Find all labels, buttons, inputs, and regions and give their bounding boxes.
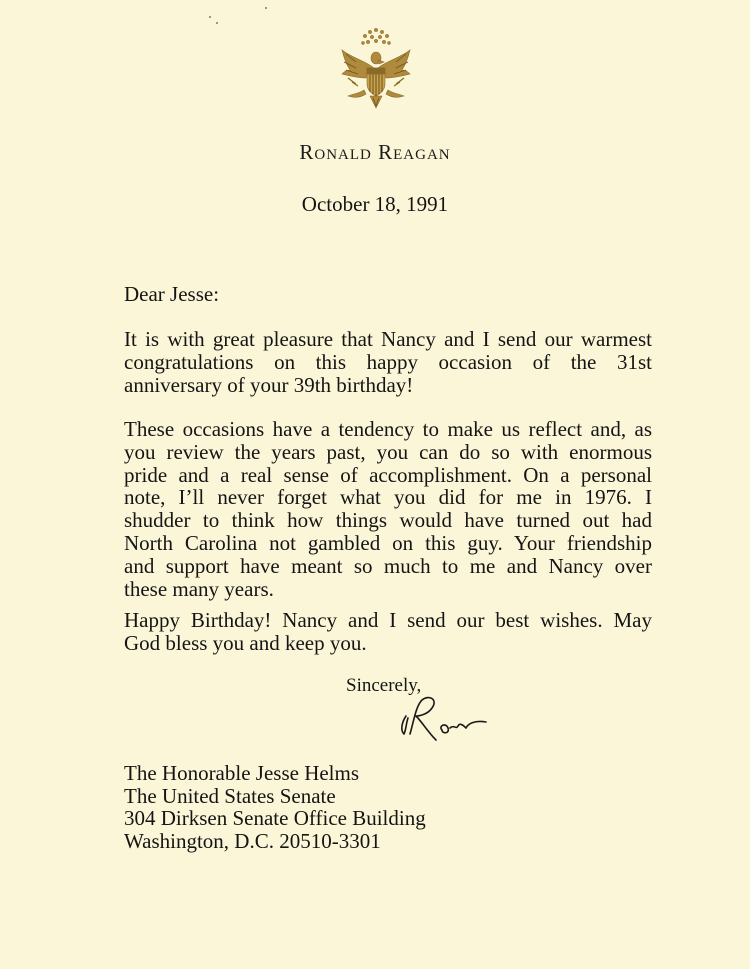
address-line: The Honorable Jesse Helms xyxy=(124,761,360,785)
paper-speck xyxy=(216,22,218,24)
paragraph-line: note, I’ll never forget what you did for me in 1976. I xyxy=(124,485,652,510)
paragraph-line: These occasions have a tendency to make us reflect and, as xyxy=(124,417,652,441)
paragraph-line: and support have meant so much to me and Nancy over xyxy=(124,553,652,578)
paragraph xyxy=(124,609,652,655)
letterhead-name: Ronald Reagan xyxy=(299,140,451,164)
paper-speck xyxy=(265,7,267,9)
paragraph-line: anniversary of your 39th birthday! xyxy=(124,372,414,397)
recipient-address xyxy=(124,762,426,852)
address-line: 304 Dirksen Senate Office Building xyxy=(124,806,426,831)
paragraph xyxy=(124,328,652,396)
closing: Sincerely, xyxy=(346,675,422,696)
paragraph-line: God bless you and keep you. xyxy=(124,630,367,655)
paper-speck xyxy=(209,16,211,18)
salutation: Dear Jesse: xyxy=(124,282,220,306)
paragraph-line: Happy Birthday! Nancy and I send our best wishes. May xyxy=(124,608,652,632)
address-line: Washington, D.C. 20510-3301 xyxy=(124,828,381,853)
paragraph-line: congratulations on this happy occasion of the 31st xyxy=(124,349,652,374)
paragraph-line: shudder to think how things would have turned out had xyxy=(124,508,652,533)
paragraph-line: you review the years past, you can do so with enormous xyxy=(124,439,652,464)
letter-date: October 18, 1991 xyxy=(301,192,449,216)
presidential-eagle-seal-icon xyxy=(334,24,418,116)
paragraph-line: North Carolina not gambled on this guy. Your friendship xyxy=(124,530,652,555)
address-line: The United States Senate xyxy=(124,783,336,808)
paragraph xyxy=(124,418,652,600)
paragraph-line: pride and a real sense of accomplishment. On a personal xyxy=(124,462,652,487)
paragraph-line: these many years. xyxy=(124,576,274,601)
handwritten-signature-icon xyxy=(396,690,492,746)
paragraph-line: It is with great pleasure that Nancy and I send our warmest xyxy=(124,327,652,351)
